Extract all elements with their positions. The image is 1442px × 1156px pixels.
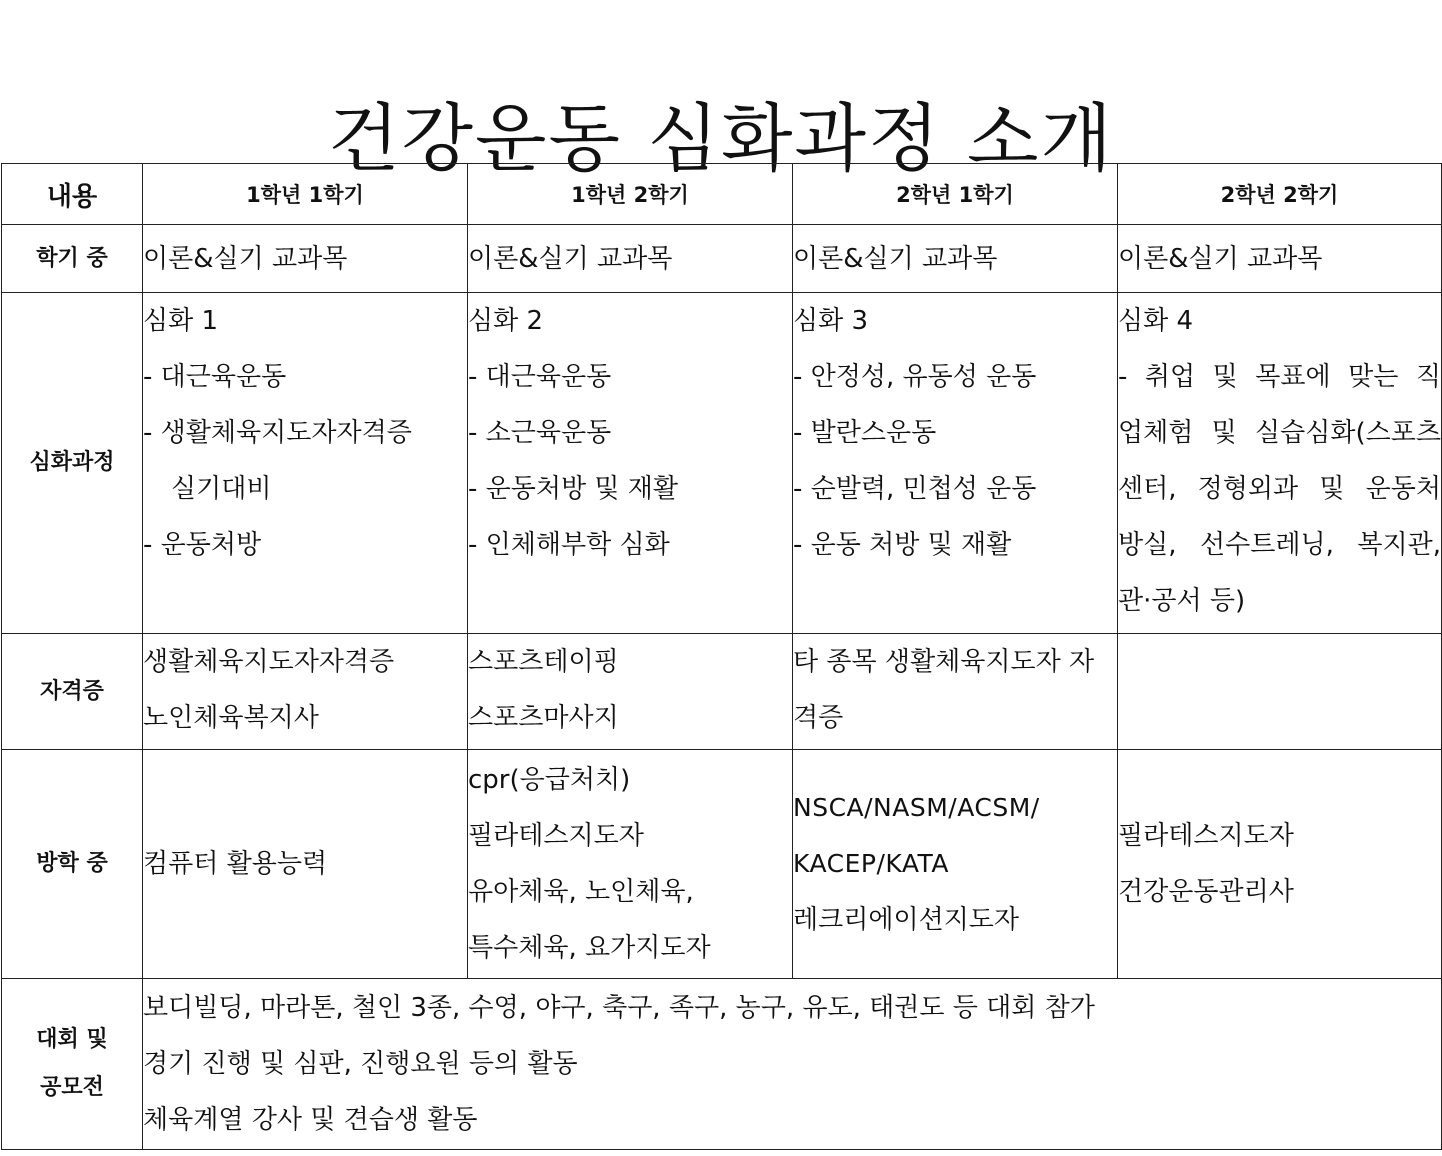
cell-line: 심화 3 — [793, 306, 869, 336]
header-year1-sem2: 1학년 2학기 — [468, 164, 793, 225]
cell-line: 보디빌딩, 마라톤, 철인 3종, 수영, 야구, 축구, 족구, 농구, 유도, 태권도 등 대회 참가 — [143, 993, 1095, 1023]
cell-line: NSCA/NASM/ACSM/ — [793, 793, 1040, 822]
table-row-license — [2, 634, 1442, 750]
cell-line: 센터, 정형외과 및 운동처 — [1118, 474, 1441, 504]
table-row-competition — [2, 979, 1442, 1150]
page-title: 건강운동 심화과정 소개 — [328, 95, 1114, 182]
table-cell — [468, 750, 793, 979]
cell-line: 업체험 및 실습심화(스포츠 — [1118, 418, 1441, 448]
cell-line: 스포츠테이핑 — [468, 647, 619, 677]
cell-line: 관·공서 등) — [1118, 586, 1246, 616]
table-cell — [143, 750, 468, 979]
table-cell — [468, 634, 793, 750]
table-cell: 이론&실기 교과목 — [793, 225, 1118, 293]
cell-line: - 생활체육지도자자격증 — [143, 418, 412, 448]
cell-line: 심화 1 — [143, 306, 219, 336]
cell-line: 레크리에이션지도자 — [793, 905, 1020, 935]
header-content: 내용 — [2, 164, 143, 225]
cell-line: - 운동 처방 및 재활 — [793, 530, 1012, 560]
table-cell: 이론&실기 교과목 — [1118, 225, 1442, 293]
table-cell — [793, 750, 1118, 979]
cell-line: - 안정성, 유동성 운동 — [793, 362, 1037, 392]
cell-line: 유아체육, 노인체육, — [468, 877, 694, 907]
table-cell-empty — [1118, 634, 1442, 750]
cell-line: 체육계열 강사 및 견습생 활동 — [143, 1105, 478, 1135]
table-cell — [143, 293, 468, 634]
table-cell: 이론&실기 교과목 — [468, 225, 793, 293]
row-label-competition — [2, 979, 143, 1150]
cell-line: 생활체육지도자자격증 — [143, 647, 395, 677]
cell-line: 타 종목 생활체육지도자 자 — [793, 647, 1095, 677]
cell-line: - 인체해부학 심화 — [468, 530, 670, 560]
cell-line: - 대근육운동 — [468, 362, 612, 392]
cell-line: 심화 2 — [468, 306, 544, 336]
cell-line: 필라테스지도자 — [468, 821, 644, 851]
cell-line: 실기대비 — [171, 474, 272, 504]
row-label-line: 공모전 — [40, 1075, 104, 1100]
cell-line: 경기 진행 및 심판, 진행요원 등의 활동 — [143, 1049, 578, 1079]
row-label-semester: 학기 중 — [2, 225, 143, 293]
table-cell — [793, 634, 1118, 750]
cell-line: 필라테스지도자 — [1118, 821, 1294, 851]
table-cell: 이론&실기 교과목 — [143, 225, 468, 293]
cell-line: - 소근육운동 — [468, 418, 612, 448]
table-row-advanced — [2, 293, 1442, 634]
table-cell — [143, 634, 468, 750]
table-cell — [1118, 293, 1442, 634]
cell-line: 노인체육복지사 — [143, 703, 319, 733]
cell-line: 특수체육, 요가지도자 — [468, 933, 711, 963]
header-year2-sem1: 2학년 1학기 — [793, 164, 1118, 225]
header-year2-sem2: 2학년 2학기 — [1118, 164, 1442, 225]
cell-line: - 순발력, 민첩성 운동 — [793, 474, 1037, 504]
table-cell — [468, 293, 793, 634]
cell-line: 컴퓨터 활용능력 — [143, 849, 328, 879]
curriculum-table — [1, 163, 1442, 1150]
cell-line: - 대근육운동 — [143, 362, 287, 392]
row-label-line: 대회 및 — [36, 1027, 108, 1052]
cell-line: KACEP/KATA — [793, 849, 949, 878]
cell-line: - 운동처방 — [143, 530, 262, 560]
cell-line: 심화 4 — [1118, 306, 1194, 336]
table-header-row — [2, 164, 1442, 225]
table-cell — [1118, 750, 1442, 979]
cell-line: - 운동처방 및 재활 — [468, 474, 678, 504]
row-label-advanced: 심화과정 — [2, 293, 143, 634]
cell-line: - 발란스운동 — [793, 418, 937, 448]
table-cell-wide — [143, 979, 1442, 1150]
row-label-license: 자격증 — [2, 634, 143, 750]
header-year1-sem1: 1학년 1학기 — [143, 164, 468, 225]
row-label-vacation: 방학 중 — [2, 750, 143, 979]
cell-line: 건강운동관리사 — [1118, 877, 1294, 907]
cell-line: 스포츠마사지 — [468, 703, 619, 733]
cell-line: cpr(응급처치) — [468, 765, 631, 795]
table-cell — [793, 293, 1118, 634]
table-row-semester — [2, 225, 1442, 293]
cell-line: - 취업 및 목표에 맞는 직 — [1118, 362, 1441, 392]
table-row-vacation — [2, 750, 1442, 979]
cell-line: 격증 — [793, 703, 844, 733]
cell-line: 방실, 선수트레닝, 복지관, — [1118, 530, 1441, 560]
